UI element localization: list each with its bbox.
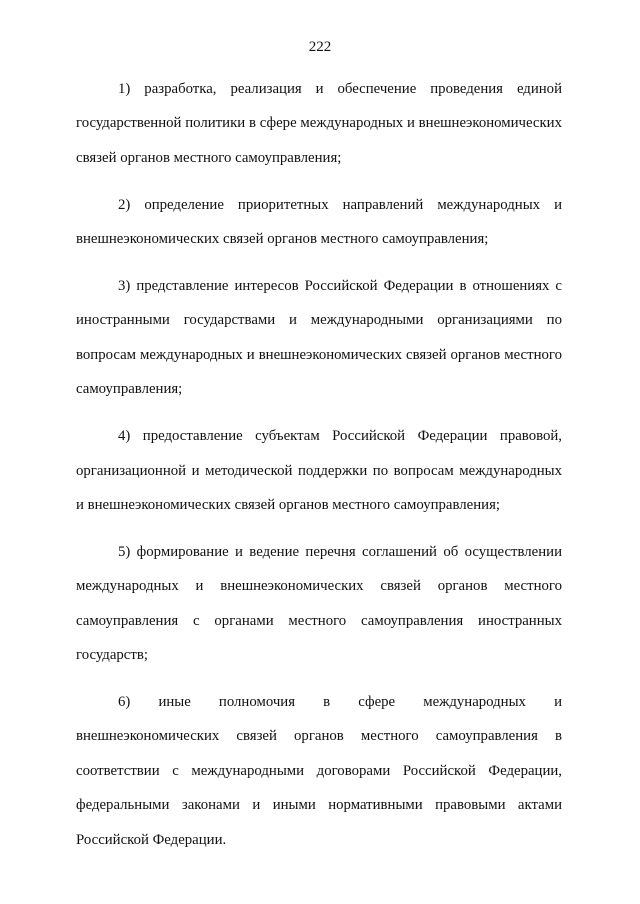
list-item-2: 2) определение приоритетных направлений международных и внешнеэкономических связей органов местного самоуправления; [76,196,562,248]
list-item-4: 4) предоставление субъектам Российской Федерации правовой, организационной и методической поддержки по вопросам международных и внешнеэкономических связей органов местного самоуправления; [76,428,562,513]
document-body [76,72,562,870]
list-item-5: 5) формирование и ведение перечня соглашений об осуществлении международных и внешнеэкономических связей органов местного самоуправления с органами местного самоуправления иностранных государств; [76,543,562,664]
page-number: 222 [308,39,332,55]
list-item-1: 1) разработка, реализация и обеспечение проведения единой государственной политики в сфере международных и внешнеэкономических связей органов местного самоуправления; [76,81,562,166]
list-item-3: 3) представление интересов Российской Федерации в отношениях с иностранными государствами и международными организациями по вопросам международных и внешнеэкономических связей органов местного самоуправления; [76,278,562,398]
list-item-6: 6) иные полномочия в сфере международных и внешнеэкономических связей органов местного самоуправления в соответствии с международными договорами Российской Федерации, федеральными законами и иными нормативными правовыми актами Российской Федерации. [76,694,562,848]
